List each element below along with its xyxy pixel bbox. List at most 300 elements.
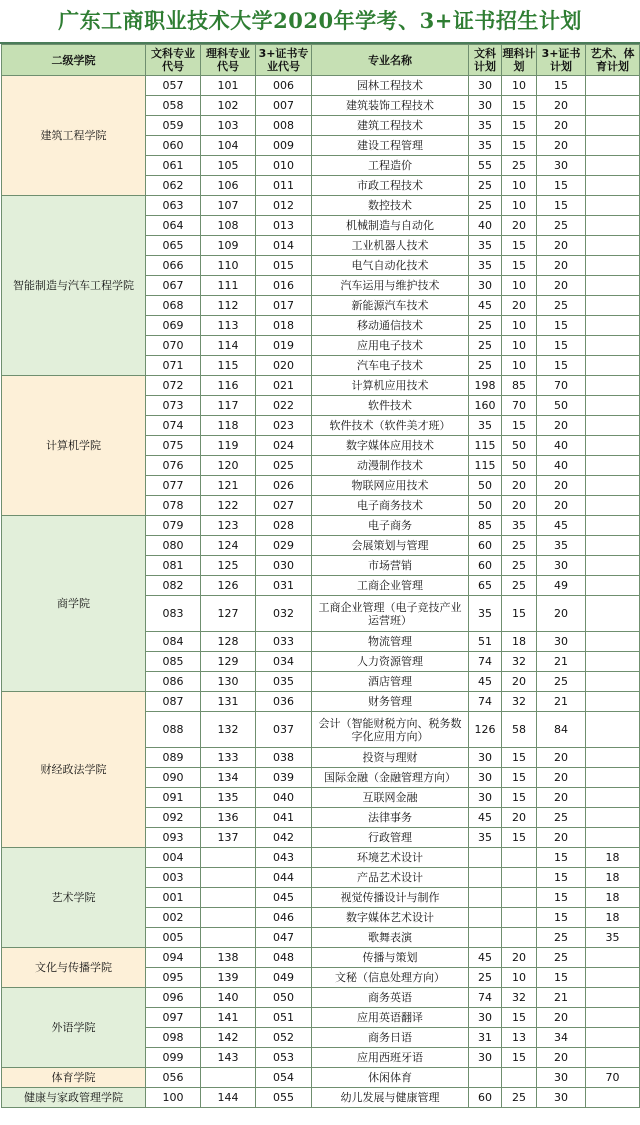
cell-arts-code: 060 — [146, 136, 201, 156]
cell-science-plan — [502, 1068, 537, 1088]
cell-major-name: 幼儿发展与健康管理 — [312, 1088, 469, 1108]
cell-cert-code: 011 — [256, 176, 312, 196]
cell-arts-code: 089 — [146, 748, 201, 768]
cell-cert-plan: 20 — [537, 1048, 586, 1068]
cell-science-plan: 25 — [502, 156, 537, 176]
cell-science-plan: 20 — [502, 672, 537, 692]
header-cell-cert-plan: 3+证书计划 — [537, 45, 586, 76]
cell-arts-code: 099 — [146, 1048, 201, 1068]
cell-science-code: 138 — [201, 948, 256, 968]
cell-cert-plan: 21 — [537, 988, 586, 1008]
cell-art-sport-plan — [586, 336, 640, 356]
college-cell: 艺术学院 — [2, 848, 146, 948]
cell-major-name: 会展策划与管理 — [312, 536, 469, 556]
cell-science-plan: 58 — [502, 712, 537, 748]
cell-art-sport-plan — [586, 256, 640, 276]
cell-cert-plan: 21 — [537, 692, 586, 712]
cell-science-code: 143 — [201, 1048, 256, 1068]
table-row — [2, 948, 640, 968]
cell-cert-plan: 15 — [537, 888, 586, 908]
cell-major-name: 新能源汽车技术 — [312, 296, 469, 316]
cell-science-plan: 10 — [502, 196, 537, 216]
cell-major-name: 建设工程管理 — [312, 136, 469, 156]
cell-art-sport-plan — [586, 748, 640, 768]
cell-arts-plan: 30 — [469, 768, 502, 788]
cell-major-name: 园林工程技术 — [312, 76, 469, 96]
cell-science-plan: 50 — [502, 436, 537, 456]
cell-major-name: 法律事务 — [312, 808, 469, 828]
cell-major-name: 休闲体育 — [312, 1068, 469, 1088]
cell-arts-plan: 85 — [469, 516, 502, 536]
cell-major-name: 歌舞表演 — [312, 928, 469, 948]
cell-science-code — [201, 928, 256, 948]
cell-cert-plan: 25 — [537, 948, 586, 968]
cell-cert-code: 054 — [256, 1068, 312, 1088]
table-row — [2, 516, 640, 536]
cell-arts-code: 073 — [146, 396, 201, 416]
cell-science-plan: 15 — [502, 828, 537, 848]
cell-major-name: 商务英语 — [312, 988, 469, 1008]
cell-cert-plan: 50 — [537, 396, 586, 416]
cell-cert-plan: 15 — [537, 848, 586, 868]
cell-arts-plan: 50 — [469, 496, 502, 516]
cell-arts-code: 085 — [146, 652, 201, 672]
cell-cert-plan: 25 — [537, 296, 586, 316]
cell-science-code: 136 — [201, 808, 256, 828]
cell-cert-plan: 20 — [537, 1008, 586, 1028]
cell-major-name: 汽车电子技术 — [312, 356, 469, 376]
cell-science-code: 110 — [201, 256, 256, 276]
header-cell-science-plan: 理科计划 — [502, 45, 537, 76]
cell-science-plan: 15 — [502, 768, 537, 788]
cell-cert-code: 010 — [256, 156, 312, 176]
cell-science-code: 125 — [201, 556, 256, 576]
cell-arts-plan: 35 — [469, 236, 502, 256]
cell-major-name: 建筑工程技术 — [312, 116, 469, 136]
cell-cert-plan: 40 — [537, 456, 586, 476]
cell-arts-code: 079 — [146, 516, 201, 536]
cell-arts-plan: 35 — [469, 828, 502, 848]
cell-arts-code: 078 — [146, 496, 201, 516]
cell-major-name: 会计（智能财税方向、税务数字化应用方向） — [312, 712, 469, 748]
cell-art-sport-plan — [586, 236, 640, 256]
cell-cert-plan: 49 — [537, 576, 586, 596]
cell-cert-plan: 84 — [537, 712, 586, 748]
cell-cert-code: 026 — [256, 476, 312, 496]
cell-arts-code: 056 — [146, 1068, 201, 1088]
cell-major-name: 数字媒体应用技术 — [312, 436, 469, 456]
cell-cert-plan: 15 — [537, 908, 586, 928]
cell-cert-plan: 45 — [537, 516, 586, 536]
cell-art-sport-plan — [586, 768, 640, 788]
cell-science-plan — [502, 928, 537, 948]
table-row — [2, 848, 640, 868]
cell-science-plan: 15 — [502, 748, 537, 768]
cell-science-plan — [502, 848, 537, 868]
cell-art-sport-plan — [586, 76, 640, 96]
cell-science-code: 124 — [201, 536, 256, 556]
cell-cert-code: 031 — [256, 576, 312, 596]
cell-science-plan: 70 — [502, 396, 537, 416]
cell-science-plan: 32 — [502, 692, 537, 712]
cell-cert-code: 012 — [256, 196, 312, 216]
cell-major-name: 投资与理财 — [312, 748, 469, 768]
cell-science-plan: 35 — [502, 516, 537, 536]
cell-arts-plan: 50 — [469, 476, 502, 496]
cell-art-sport-plan — [586, 176, 640, 196]
cell-art-sport-plan — [586, 496, 640, 516]
cell-science-plan: 15 — [502, 1048, 537, 1068]
cell-science-plan: 15 — [502, 416, 537, 436]
cell-cert-code: 027 — [256, 496, 312, 516]
cell-art-sport-plan — [586, 788, 640, 808]
cell-arts-plan: 74 — [469, 652, 502, 672]
cell-science-code — [201, 1068, 256, 1088]
cell-cert-plan: 20 — [537, 256, 586, 276]
cell-science-plan: 10 — [502, 176, 537, 196]
cell-cert-code: 023 — [256, 416, 312, 436]
cell-art-sport-plan: 70 — [586, 1068, 640, 1088]
cell-science-code: 113 — [201, 316, 256, 336]
cell-arts-plan: 126 — [469, 712, 502, 748]
cell-arts-code: 084 — [146, 632, 201, 652]
cell-science-code: 105 — [201, 156, 256, 176]
cell-major-name: 文秘（信息处理方向） — [312, 968, 469, 988]
cell-arts-code: 063 — [146, 196, 201, 216]
cell-cert-plan: 25 — [537, 808, 586, 828]
cell-cert-code: 041 — [256, 808, 312, 828]
cell-arts-plan: 30 — [469, 748, 502, 768]
cell-science-plan: 10 — [502, 276, 537, 296]
cell-arts-plan — [469, 848, 502, 868]
cell-arts-code: 075 — [146, 436, 201, 456]
cell-art-sport-plan — [586, 596, 640, 632]
cell-science-plan: 20 — [502, 496, 537, 516]
cell-cert-plan: 15 — [537, 316, 586, 336]
cell-science-code: 103 — [201, 116, 256, 136]
cell-major-name: 市场营销 — [312, 556, 469, 576]
cell-arts-code: 069 — [146, 316, 201, 336]
cell-major-name: 工程造价 — [312, 156, 469, 176]
cell-arts-code: 092 — [146, 808, 201, 828]
cell-cert-code: 024 — [256, 436, 312, 456]
college-cell: 文化与传播学院 — [2, 948, 146, 988]
cell-arts-code: 058 — [146, 96, 201, 116]
cell-science-plan: 50 — [502, 456, 537, 476]
cell-arts-code: 004 — [146, 848, 201, 868]
cell-major-name: 市政工程技术 — [312, 176, 469, 196]
cell-cert-code: 009 — [256, 136, 312, 156]
cell-science-plan: 32 — [502, 988, 537, 1008]
cell-cert-code: 021 — [256, 376, 312, 396]
cell-arts-code: 086 — [146, 672, 201, 692]
cell-cert-code: 039 — [256, 768, 312, 788]
cell-cert-plan: 20 — [537, 416, 586, 436]
cell-arts-plan — [469, 928, 502, 948]
cell-science-plan: 20 — [502, 948, 537, 968]
cell-science-code: 142 — [201, 1028, 256, 1048]
cell-art-sport-plan — [586, 672, 640, 692]
header-row — [2, 45, 640, 76]
cell-science-code: 112 — [201, 296, 256, 316]
cell-arts-code: 003 — [146, 868, 201, 888]
cell-cert-code: 045 — [256, 888, 312, 908]
cell-cert-plan: 20 — [537, 116, 586, 136]
cell-cert-code: 013 — [256, 216, 312, 236]
cell-major-name: 建筑装饰工程技术 — [312, 96, 469, 116]
cell-science-code: 116 — [201, 376, 256, 396]
cell-science-code: 104 — [201, 136, 256, 156]
cell-science-plan: 15 — [502, 116, 537, 136]
cell-major-name: 数字媒体艺术设计 — [312, 908, 469, 928]
cell-major-name: 软件技术（软件美才班） — [312, 416, 469, 436]
cell-cert-code: 025 — [256, 456, 312, 476]
cell-major-name: 计算机应用技术 — [312, 376, 469, 396]
cell-arts-plan: 30 — [469, 96, 502, 116]
cell-major-name: 商务日语 — [312, 1028, 469, 1048]
cell-cert-plan: 20 — [537, 748, 586, 768]
cell-science-plan: 25 — [502, 1088, 537, 1108]
cell-arts-code: 074 — [146, 416, 201, 436]
cell-major-name: 工商企业管理（电子竞技产业运营班） — [312, 596, 469, 632]
table-row — [2, 692, 640, 712]
cell-art-sport-plan — [586, 456, 640, 476]
cell-arts-code: 098 — [146, 1028, 201, 1048]
college-cell: 外语学院 — [2, 988, 146, 1068]
cell-arts-code: 083 — [146, 596, 201, 632]
cell-science-plan: 15 — [502, 136, 537, 156]
cell-art-sport-plan — [586, 968, 640, 988]
cell-major-name: 财务管理 — [312, 692, 469, 712]
cell-cert-plan: 20 — [537, 788, 586, 808]
cell-major-name: 电子商务技术 — [312, 496, 469, 516]
cell-science-plan: 10 — [502, 336, 537, 356]
cell-arts-plan: 74 — [469, 988, 502, 1008]
cell-science-code: 123 — [201, 516, 256, 536]
cell-science-code: 128 — [201, 632, 256, 652]
cell-cert-code: 040 — [256, 788, 312, 808]
cell-art-sport-plan: 18 — [586, 848, 640, 868]
cell-arts-plan: 31 — [469, 1028, 502, 1048]
cell-arts-code: 087 — [146, 692, 201, 712]
cell-science-code: 129 — [201, 652, 256, 672]
cell-art-sport-plan — [586, 828, 640, 848]
cell-arts-plan: 198 — [469, 376, 502, 396]
cell-arts-plan: 60 — [469, 1088, 502, 1108]
cell-cert-plan: 20 — [537, 476, 586, 496]
cell-science-plan: 10 — [502, 316, 537, 336]
cell-science-code: 115 — [201, 356, 256, 376]
cell-cert-code: 053 — [256, 1048, 312, 1068]
cell-cert-code: 046 — [256, 908, 312, 928]
cell-major-name: 环境艺术设计 — [312, 848, 469, 868]
college-cell: 建筑工程学院 — [2, 76, 146, 196]
cell-arts-code: 088 — [146, 712, 201, 748]
cell-science-code: 144 — [201, 1088, 256, 1108]
cell-arts-code: 094 — [146, 948, 201, 968]
cell-cert-plan: 35 — [537, 536, 586, 556]
cell-cert-code: 038 — [256, 748, 312, 768]
cell-science-code: 139 — [201, 968, 256, 988]
cell-cert-plan: 20 — [537, 236, 586, 256]
cell-arts-code: 068 — [146, 296, 201, 316]
cell-cert-plan: 15 — [537, 76, 586, 96]
cell-cert-plan: 30 — [537, 156, 586, 176]
cell-art-sport-plan — [586, 1028, 640, 1048]
cell-science-code: 108 — [201, 216, 256, 236]
cell-science-code: 106 — [201, 176, 256, 196]
cell-art-sport-plan — [586, 316, 640, 336]
cell-art-sport-plan — [586, 296, 640, 316]
cell-cert-plan: 15 — [537, 176, 586, 196]
cell-cert-code: 016 — [256, 276, 312, 296]
cell-cert-code: 006 — [256, 76, 312, 96]
cell-cert-code: 044 — [256, 868, 312, 888]
cell-art-sport-plan: 35 — [586, 928, 640, 948]
header-cell-college: 二级学院 — [2, 45, 146, 76]
cell-cert-code: 020 — [256, 356, 312, 376]
cell-arts-plan: 45 — [469, 808, 502, 828]
cell-science-plan: 18 — [502, 632, 537, 652]
cell-cert-code: 007 — [256, 96, 312, 116]
cell-arts-code: 096 — [146, 988, 201, 1008]
cell-art-sport-plan — [586, 196, 640, 216]
cell-science-plan: 20 — [502, 476, 537, 496]
cell-science-code: 118 — [201, 416, 256, 436]
cell-major-name: 物联网应用技术 — [312, 476, 469, 496]
cell-science-code: 135 — [201, 788, 256, 808]
cell-science-code: 122 — [201, 496, 256, 516]
cell-cert-plan: 25 — [537, 216, 586, 236]
cell-arts-code: 080 — [146, 536, 201, 556]
college-cell: 健康与家政管理学院 — [2, 1088, 146, 1108]
cell-cert-plan: 30 — [537, 1088, 586, 1108]
cell-cert-code: 029 — [256, 536, 312, 556]
cell-arts-plan: 115 — [469, 436, 502, 456]
cell-arts-code: 002 — [146, 908, 201, 928]
cell-science-plan: 20 — [502, 216, 537, 236]
cell-cert-plan: 20 — [537, 596, 586, 632]
cell-major-name: 工业机器人技术 — [312, 236, 469, 256]
cell-art-sport-plan — [586, 948, 640, 968]
table-body — [2, 45, 640, 1108]
cell-science-code: 132 — [201, 712, 256, 748]
cell-arts-plan: 40 — [469, 216, 502, 236]
cell-cert-code: 018 — [256, 316, 312, 336]
table-row — [2, 988, 640, 1008]
cell-science-code: 134 — [201, 768, 256, 788]
enrollment-plan-table — [1, 44, 640, 1108]
cell-cert-plan: 15 — [537, 968, 586, 988]
cell-major-name: 软件技术 — [312, 396, 469, 416]
cell-science-plan: 15 — [502, 96, 537, 116]
cell-science-plan: 10 — [502, 356, 537, 376]
cell-art-sport-plan — [586, 356, 640, 376]
cell-cert-plan: 25 — [537, 928, 586, 948]
cell-science-plan: 15 — [502, 596, 537, 632]
cell-arts-plan: 25 — [469, 356, 502, 376]
cell-major-name: 互联网金融 — [312, 788, 469, 808]
cell-science-plan — [502, 868, 537, 888]
cell-science-code: 133 — [201, 748, 256, 768]
cell-arts-code: 091 — [146, 788, 201, 808]
cell-science-code: 117 — [201, 396, 256, 416]
cell-arts-plan: 55 — [469, 156, 502, 176]
cell-science-code: 111 — [201, 276, 256, 296]
cell-arts-plan: 60 — [469, 556, 502, 576]
cell-art-sport-plan — [586, 692, 640, 712]
cell-major-name: 应用电子技术 — [312, 336, 469, 356]
college-cell: 财经政法学院 — [2, 692, 146, 848]
cell-cert-plan: 30 — [537, 1068, 586, 1088]
cell-science-plan: 15 — [502, 1008, 537, 1028]
cell-arts-plan — [469, 888, 502, 908]
cell-science-code: 140 — [201, 988, 256, 1008]
cell-science-code: 121 — [201, 476, 256, 496]
cell-cert-code: 008 — [256, 116, 312, 136]
cell-cert-code: 017 — [256, 296, 312, 316]
cell-major-name: 动漫制作技术 — [312, 456, 469, 476]
cell-cert-code: 014 — [256, 236, 312, 256]
cell-science-code: 114 — [201, 336, 256, 356]
cell-cert-code: 036 — [256, 692, 312, 712]
cell-major-name: 产品艺术设计 — [312, 868, 469, 888]
cell-arts-code: 100 — [146, 1088, 201, 1108]
cell-science-code: 126 — [201, 576, 256, 596]
cell-science-code: 141 — [201, 1008, 256, 1028]
cell-cert-plan: 20 — [537, 276, 586, 296]
cell-science-plan: 20 — [502, 296, 537, 316]
cell-art-sport-plan — [586, 516, 640, 536]
cell-science-code: 130 — [201, 672, 256, 692]
cell-art-sport-plan — [586, 216, 640, 236]
cell-science-plan: 15 — [502, 788, 537, 808]
cell-major-name: 应用西班牙语 — [312, 1048, 469, 1068]
cell-arts-code: 090 — [146, 768, 201, 788]
cell-art-sport-plan — [586, 396, 640, 416]
cell-art-sport-plan — [586, 576, 640, 596]
cell-cert-code: 030 — [256, 556, 312, 576]
cell-arts-code: 076 — [146, 456, 201, 476]
cell-cert-code: 048 — [256, 948, 312, 968]
table-row — [2, 1088, 640, 1108]
cell-science-plan: 13 — [502, 1028, 537, 1048]
cell-arts-plan: 60 — [469, 536, 502, 556]
cell-major-name: 机械制造与自动化 — [312, 216, 469, 236]
table-row — [2, 376, 640, 396]
cell-art-sport-plan — [586, 156, 640, 176]
cell-science-plan: 85 — [502, 376, 537, 396]
cell-arts-plan: 25 — [469, 968, 502, 988]
cell-science-code: 131 — [201, 692, 256, 712]
cell-art-sport-plan — [586, 652, 640, 672]
cell-arts-plan — [469, 1068, 502, 1088]
cell-science-code — [201, 848, 256, 868]
cell-major-name: 传播与策划 — [312, 948, 469, 968]
cell-science-code — [201, 888, 256, 908]
cell-cert-code: 033 — [256, 632, 312, 652]
cell-cert-code: 015 — [256, 256, 312, 276]
cell-cert-code: 049 — [256, 968, 312, 988]
cell-arts-code: 082 — [146, 576, 201, 596]
cell-arts-plan: 35 — [469, 136, 502, 156]
cell-arts-plan: 25 — [469, 336, 502, 356]
cell-cert-plan: 20 — [537, 136, 586, 156]
college-cell: 智能制造与汽车工程学院 — [2, 196, 146, 376]
cell-science-plan: 25 — [502, 556, 537, 576]
cell-science-code: 120 — [201, 456, 256, 476]
cell-cert-plan: 20 — [537, 828, 586, 848]
